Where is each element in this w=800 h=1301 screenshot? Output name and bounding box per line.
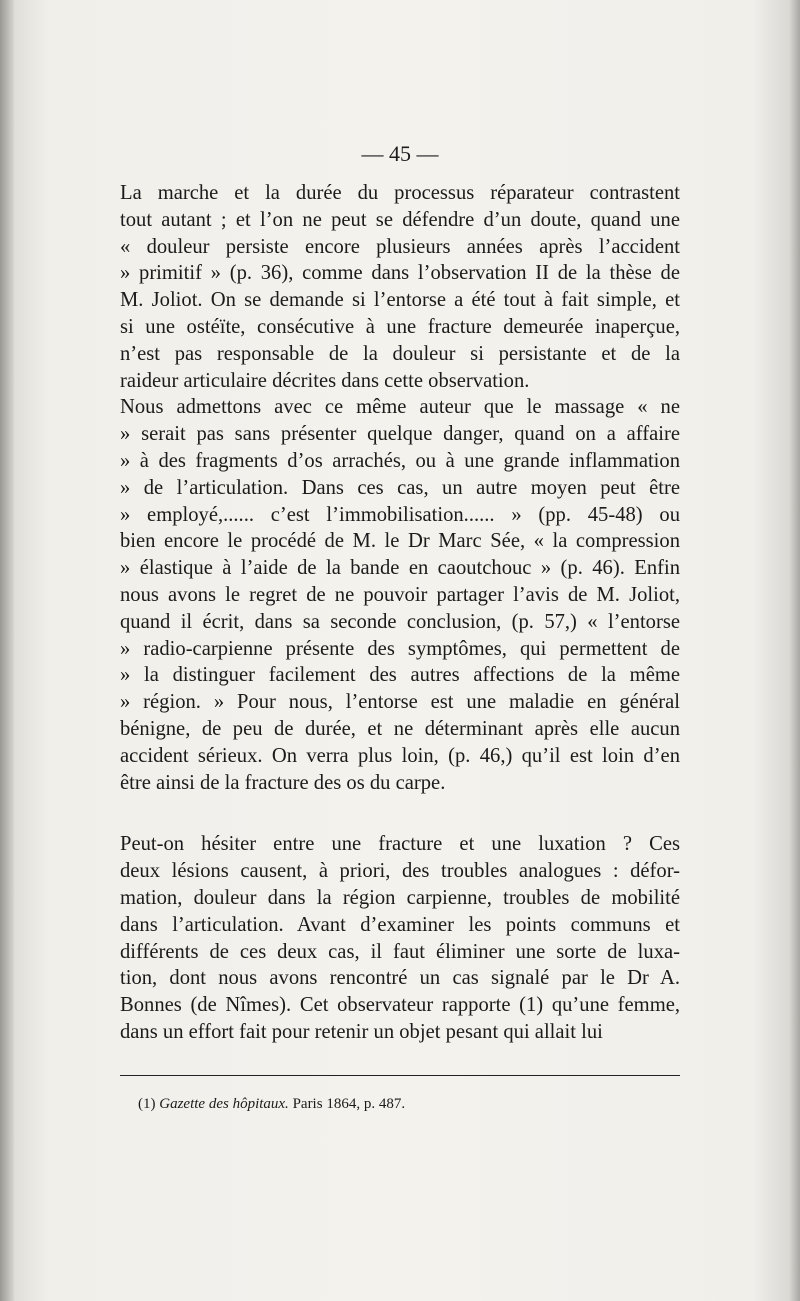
text-line: différents de ces deux cas, il faut éliminer une sorte de luxa- xyxy=(120,940,680,963)
text-line: si une ostéïte, consécutive à une fracture demeurée inaperçue, xyxy=(120,315,680,338)
text-line: bénigne, de peu de durée, et ne déterminant après elle aucun xyxy=(120,717,680,740)
text-line: » la distinguer facilement des autres affections de la même xyxy=(120,664,680,687)
text-line: mation, douleur dans la région carpienne, troubles de mobilité xyxy=(120,886,680,909)
footnote xyxy=(138,1096,405,1113)
page-edge-right xyxy=(790,0,800,1301)
paragraph xyxy=(120,180,680,394)
body-text xyxy=(120,180,680,1046)
text-line: accident sérieux. On verra plus loin, (p. 46,) qu’il est loin d’en xyxy=(120,744,680,767)
text-line: deux lésions causent, à priori, des troubles analogues : défor- xyxy=(120,860,680,883)
text-line: « douleur persiste encore plusieurs années après l’accident xyxy=(120,235,680,258)
text-line: dans l’articulation. Avant d’examiner les points communs et xyxy=(120,913,680,936)
page-edge-left xyxy=(0,0,14,1301)
text-line: Bonnes (de Nîmes). Cet observateur rapporte (1) qu’une femme, xyxy=(120,994,680,1017)
text-line: n’est pas responsable de la douleur si persistante et de la xyxy=(120,342,680,365)
text-line: nous avons le regret de ne pouvoir partager l’avis de M. Joliot, xyxy=(120,583,680,606)
text-line: Peut-on hésiter entre une fracture et une luxation ? Ces xyxy=(120,833,680,856)
paragraph xyxy=(120,394,680,796)
footnote-source: Gazette des hôpitaux. xyxy=(159,1096,289,1112)
text-line: » employé,...... c’est l’immobilisation...... » (pp. 45-48) ou xyxy=(120,503,680,526)
text-line: tion, dont nous avons rencontré un cas signalé par le Dr A. xyxy=(120,967,680,990)
text-line: quand il écrit, dans sa seconde conclusion, (p. 57,) « l’entorse xyxy=(120,610,680,633)
footnote-rule xyxy=(120,1075,680,1076)
text-line: raideur articulaire décrites dans cette observation. xyxy=(120,369,530,392)
text-line: être ainsi de la fracture des os du carpe. xyxy=(120,771,446,794)
footnote-rest: Paris 1864, p. 487. xyxy=(292,1096,406,1112)
page-number: — 45 — xyxy=(361,141,439,166)
text-line: M. Joliot. On se demande si l’entorse a été tout à fait simple, et xyxy=(120,289,680,312)
text-line: » radio-carpienne présente des symptômes, qui permettent de xyxy=(120,637,680,660)
text-line: » élastique à l’aide de la bande en caoutchouc » (p. 46). Enfin xyxy=(120,557,680,580)
text-line: » serait pas sans présenter quelque danger, quand on a affaire xyxy=(120,423,680,446)
text-line: dans un effort fait pour retenir un objet pesant qui allait lui xyxy=(120,1020,603,1043)
footnote-marker: (1) xyxy=(138,1096,156,1112)
paragraph xyxy=(120,831,680,1045)
paragraph-gap xyxy=(120,796,680,831)
text-line: La marche et la durée du processus réparateur contrastent xyxy=(120,182,680,204)
text-line: » région. » Pour nous, l’entorse est une maladie en général xyxy=(120,691,680,714)
text-line: bien encore le procédé de M. le Dr Marc Sée, « la compression xyxy=(120,530,680,553)
text-line: » de l’articulation. Dans ces cas, un autre moyen peut être xyxy=(120,476,680,499)
text-line: Nous admettons avec ce même auteur que le massage « ne xyxy=(120,396,680,419)
text-line: » primitif » (p. 36), comme dans l’observation II de la thèse de xyxy=(120,262,680,285)
text-line: » à des fragments d’os arrachés, ou à une grande inflammation xyxy=(120,449,680,472)
text-line: tout autant ; et l’on ne peut se défendre d’un doute, quand une xyxy=(120,208,680,231)
